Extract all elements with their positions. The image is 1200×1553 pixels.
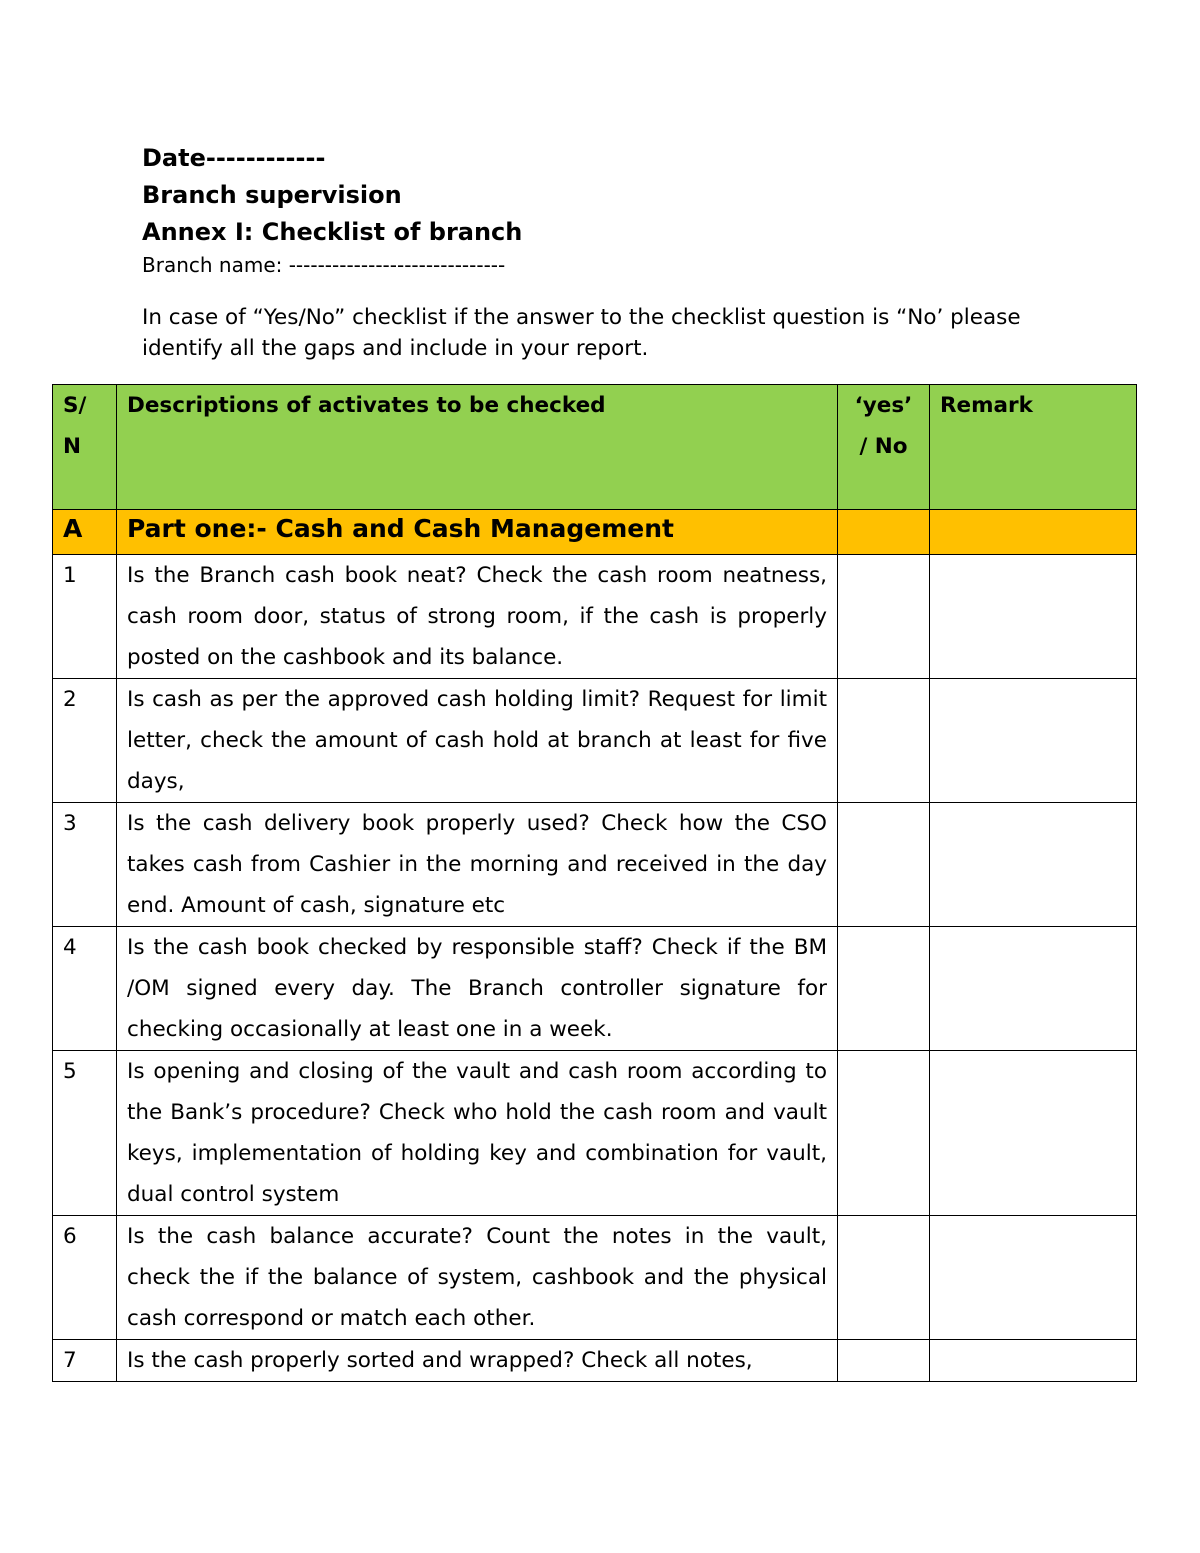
column-header-sn: S/ N [53, 385, 117, 510]
annex-title: Annex I: Checklist of branch [142, 218, 523, 246]
row-description: Is the cash book checked by responsible staff? Check if the BM /OM signed every day. The Branch controller signature for checking occasionally at least one in a week. [117, 927, 838, 1051]
row-description: Is the Branch cash book neat? Check the cash room neatness, cash room door, status of strong room, if the cash is properly posted on the cashbook and its balance. [117, 555, 838, 679]
table-row [53, 1216, 1137, 1340]
row-remark-cell[interactable] [930, 1051, 1137, 1216]
section-row [53, 510, 1137, 555]
section-yes-no-cell [838, 510, 930, 555]
row-remark-cell[interactable] [930, 1340, 1137, 1382]
column-header-description: Descriptions of activates to be checked [117, 385, 838, 510]
section-id: A [53, 510, 117, 555]
row-yes-no-cell[interactable] [838, 1216, 930, 1340]
table-row [53, 679, 1137, 803]
row-sn: 1 [53, 555, 117, 679]
checklist-table [52, 384, 1137, 1382]
row-remark-cell[interactable] [930, 555, 1137, 679]
row-sn: 4 [53, 927, 117, 1051]
row-yes-no-cell[interactable] [838, 555, 930, 679]
row-sn: 5 [53, 1051, 117, 1216]
row-yes-no-cell[interactable] [838, 803, 930, 927]
table-row [53, 555, 1137, 679]
instruction-text: In case of “Yes/No” checklist if the answer to the checklist question is “No’ please identify all the gaps and include in your report. [142, 305, 1021, 361]
row-sn: 6 [53, 1216, 117, 1340]
column-header-remark: Remark [930, 385, 1137, 510]
date-line: Date------------ [142, 144, 326, 172]
table-row [53, 927, 1137, 1051]
row-description: Is the cash delivery book properly used? Check how the CSO takes cash from Cashier in the morning and received in the day end. Amount of cash, signature etc [117, 803, 838, 927]
row-remark-cell[interactable] [930, 679, 1137, 803]
row-description: Is cash as per the approved cash holding limit? Request for limit letter, check the amount of cash hold at branch at least for five days, [117, 679, 838, 803]
table-row [53, 1051, 1137, 1216]
table-row [53, 803, 1137, 927]
row-description: Is the cash balance accurate? Count the notes in the vault, check the if the balance of system, cashbook and the physical cash correspond or match each other. [117, 1216, 838, 1340]
table-row [53, 1340, 1137, 1382]
document-subtitle: Branch supervision [142, 181, 402, 209]
section-remark-cell [930, 510, 1137, 555]
section-title: Part one:- Cash and Cash Management [117, 510, 838, 555]
row-yes-no-cell[interactable] [838, 679, 930, 803]
table-header-row [53, 385, 1137, 510]
branch-name-line: Branch name: ------------------------------ [142, 253, 506, 277]
row-sn: 2 [53, 679, 117, 803]
row-yes-no-cell[interactable] [838, 1051, 930, 1216]
row-yes-no-cell[interactable] [838, 1340, 930, 1382]
row-remark-cell[interactable] [930, 803, 1137, 927]
column-header-yes-no: ‘yes’ / No [838, 385, 930, 510]
row-remark-cell[interactable] [930, 927, 1137, 1051]
row-description: Is the cash properly sorted and wrapped? Check all notes, [117, 1340, 838, 1382]
row-sn: 3 [53, 803, 117, 927]
row-sn: 7 [53, 1340, 117, 1382]
row-remark-cell[interactable] [930, 1216, 1137, 1340]
row-yes-no-cell[interactable] [838, 927, 930, 1051]
row-description: Is opening and closing of the vault and cash room according to the Bank’s procedure? Check who hold the cash room and vault keys, implementation of holding key and combination for vault, dual control system [117, 1051, 838, 1216]
